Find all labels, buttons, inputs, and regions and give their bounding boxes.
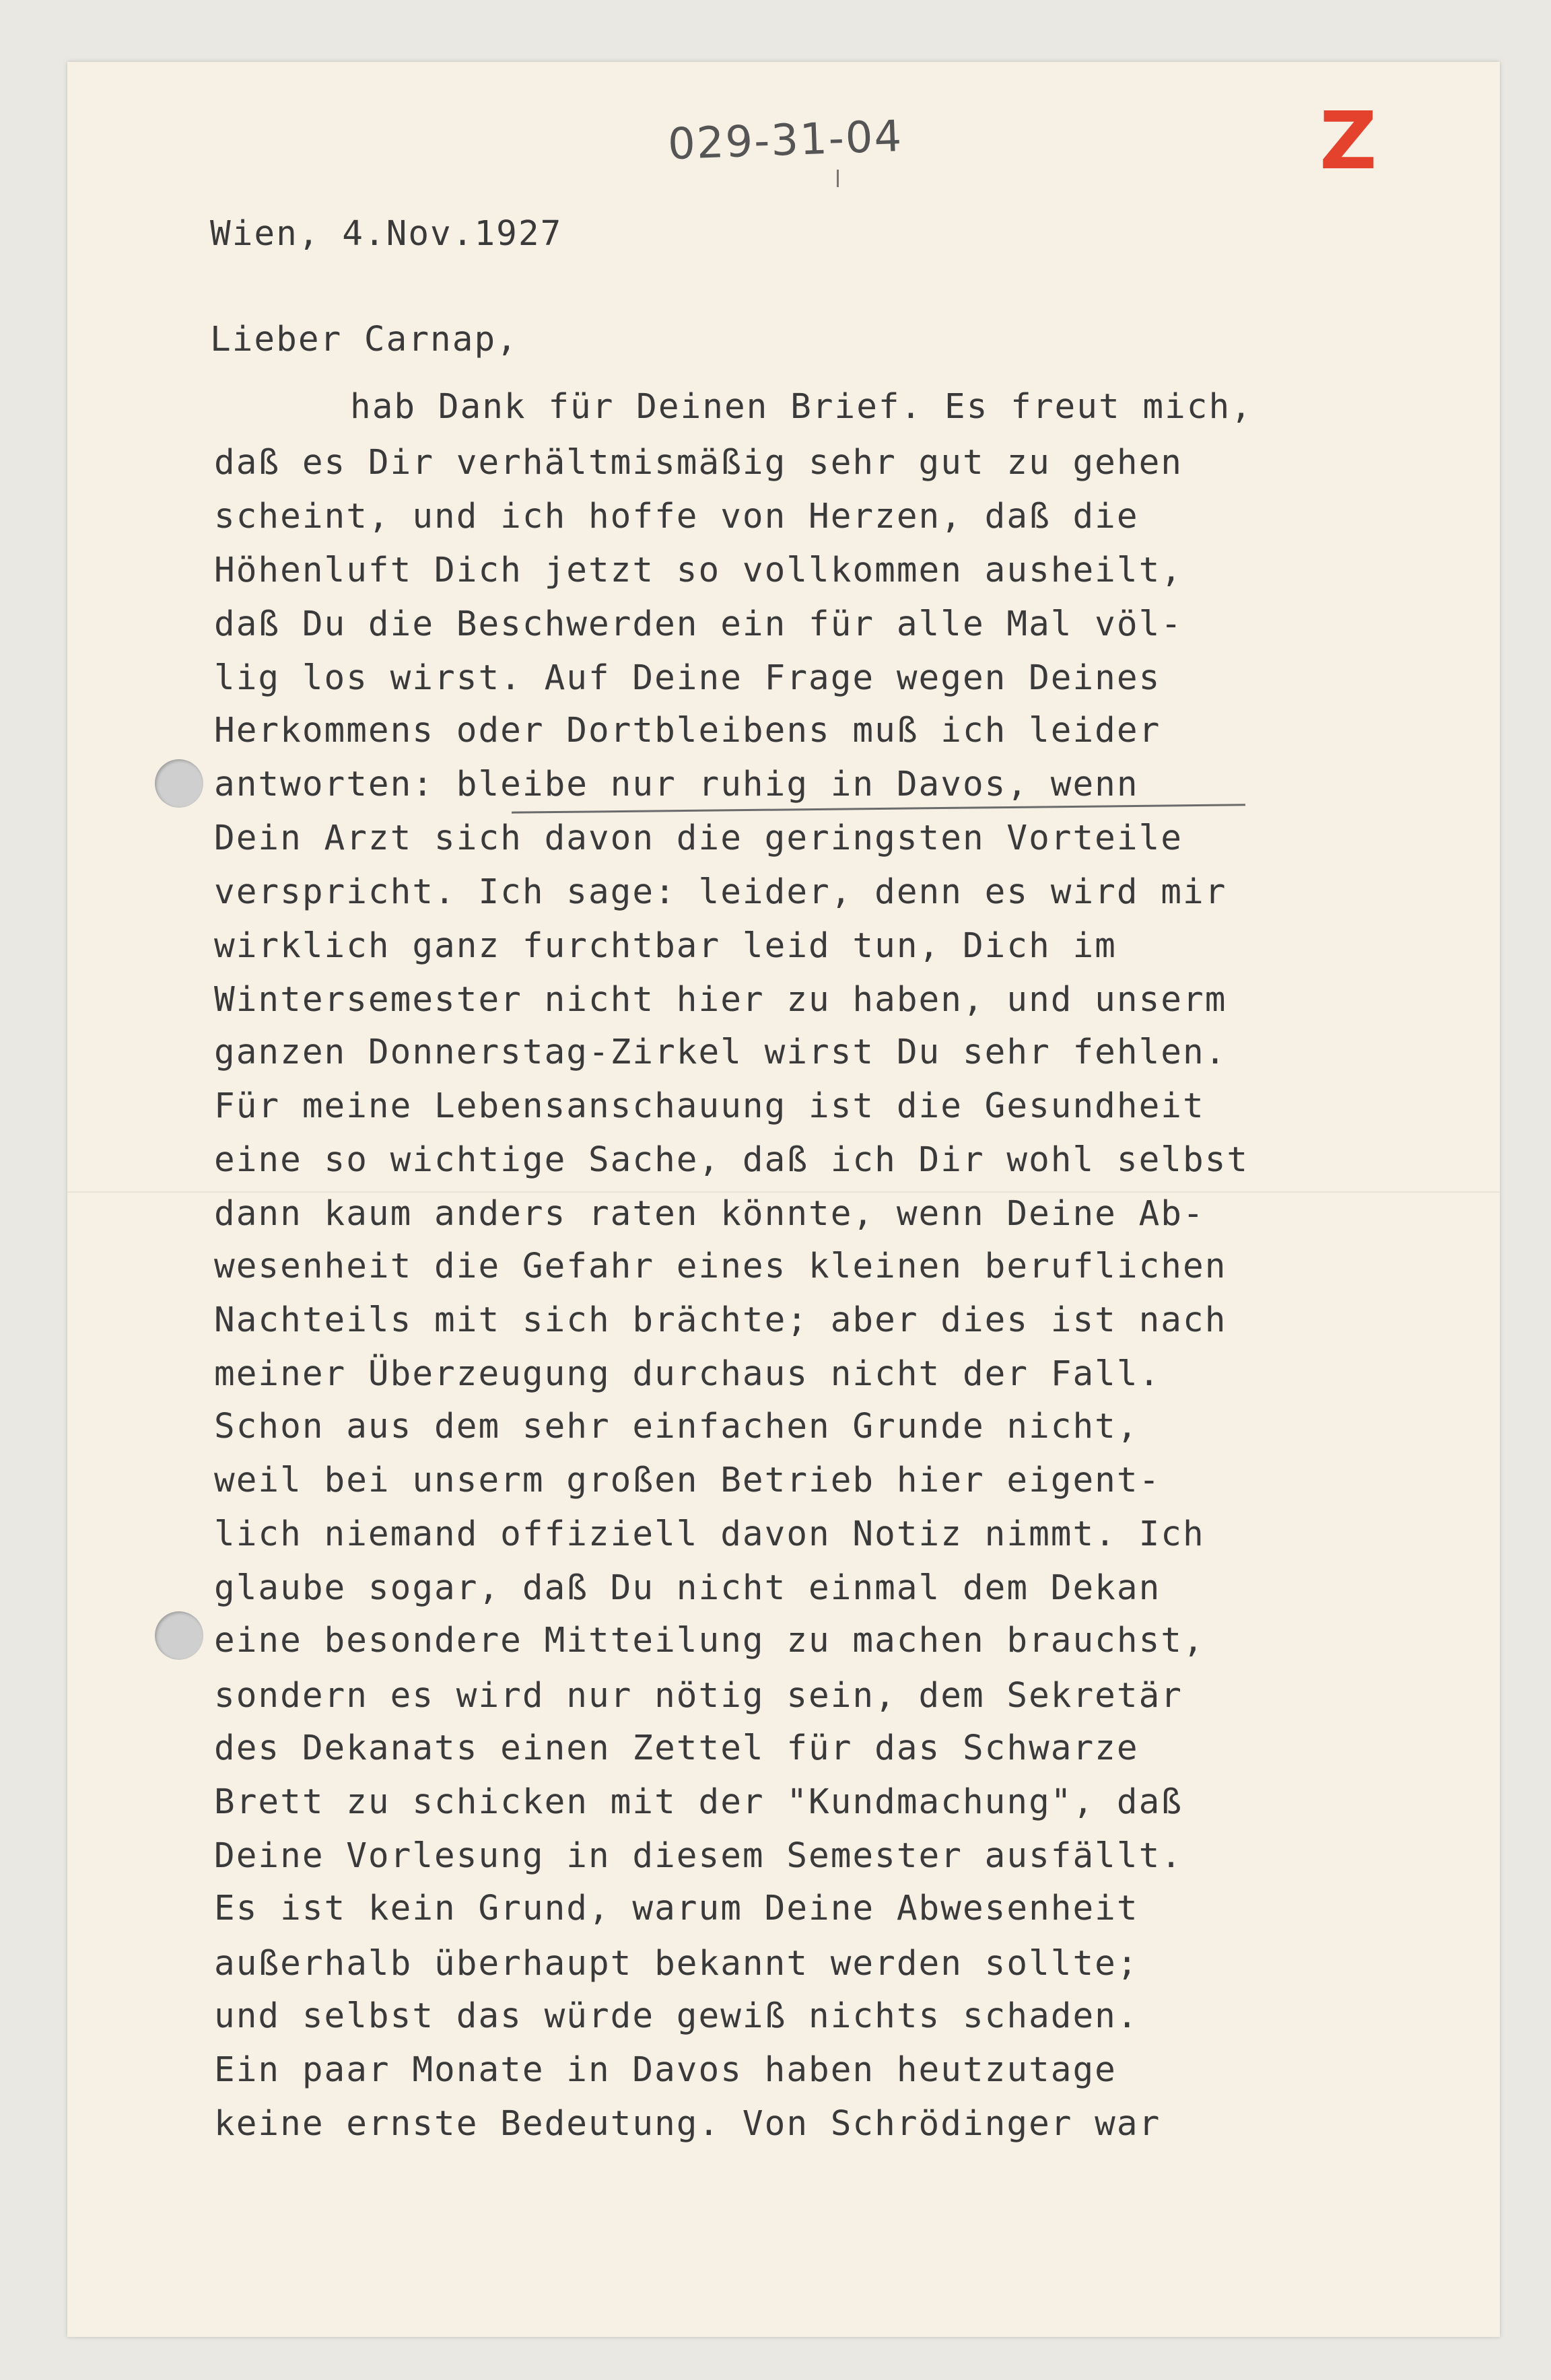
body-line: meiner Überzeugung durchaus nicht der Fall. <box>214 1354 1161 1394</box>
body-line: Herkommens oder Dortbleibens muß ich leider <box>214 711 1161 750</box>
body-line: verspricht. Ich sage: leider, denn es wird mir <box>214 872 1227 912</box>
body-line: außerhalb überhaupt bekannt werden sollte; <box>214 1944 1139 1984</box>
body-line: des Dekanats einen Zettel für das Schwarze <box>214 1728 1139 1768</box>
body-line: Dein Arzt sich davon die geringsten Vorteile <box>214 818 1183 858</box>
body-line: keine ernste Bedeutung. Von Schrödinger war <box>214 2104 1161 2144</box>
body-line: ganzen Donnerstag-Zirkel wirst Du sehr fehlen. <box>214 1032 1227 1072</box>
body-line: sondern es wird nur nötig sein, dem Sekretär <box>214 1676 1183 1716</box>
body-line: Deine Vorlesung in diesem Semester ausfällt. <box>214 1836 1183 1876</box>
body-line: hab Dank für Deinen Brief. Es freut mich, <box>350 387 1253 427</box>
body-line: daß Du die Beschwerden ein für alle Mal völ- <box>214 604 1183 644</box>
body-line: Es ist kein Grund, warum Deine Abwesenheit <box>214 1889 1139 1928</box>
body-line: wirklich ganz furchtbar leid tun, Dich im <box>214 926 1117 966</box>
body-line: antworten: bleibe nur ruhig in Davos, wenn <box>214 765 1139 804</box>
body-line: lig los wirst. Auf Deine Frage wegen Deines <box>214 658 1161 698</box>
body-line: wesenheit die Gefahr eines kleinen beruflichen <box>214 1247 1227 1286</box>
paper-fold <box>67 1191 1500 1193</box>
body-line: scheint, und ich hoffe von Herzen, daß die <box>214 497 1139 536</box>
letter-date: Wien, 4.Nov.1927 <box>210 214 563 254</box>
body-line: eine besondere Mitteilung zu machen brauchst, <box>214 1621 1205 1660</box>
body-line: eine so wichtige Sache, daß ich Dir wohl selbst <box>214 1140 1249 1180</box>
body-line: Nachteils mit sich brächte; aber dies ist nach <box>214 1300 1227 1340</box>
body-line: glaube sogar, daß Du nicht einmal dem Dekan <box>214 1568 1161 1608</box>
body-line: Wintersemester nicht hier zu haben, und unserm <box>214 980 1227 1020</box>
body-line: weil bei unserm großen Betrieb hier eigent- <box>214 1461 1161 1500</box>
punch-hole <box>155 1611 203 1660</box>
archive-number: 029-31-04 <box>666 111 904 170</box>
body-line: daß es Dir verhältmismäßig sehr gut zu gehen <box>214 443 1183 483</box>
pencil-tick <box>837 170 839 187</box>
body-line: Schon aus dem sehr einfachen Grunde nicht, <box>214 1407 1139 1446</box>
salutation: Lieber Carnap, <box>210 320 518 359</box>
body-line: Ein paar Monate in Davos haben heutzutage <box>214 2050 1117 2090</box>
body-line: Für meine Lebensanschauung ist die Gesundheit <box>214 1086 1205 1126</box>
punch-hole <box>155 759 203 808</box>
body-line: lich niemand offiziell davon Notiz nimmt. Ich <box>214 1514 1205 1554</box>
body-line: Brett zu schicken mit der "Kundmachung", daß <box>214 1782 1183 1822</box>
body-line: dann kaum anders raten könnte, wenn Deine Ab- <box>214 1194 1205 1234</box>
body-line: und selbst das würde gewiß nichts schaden. <box>214 1996 1139 2036</box>
body-line: Höhenluft Dich jetzt so vollkommen ausheilt, <box>214 551 1183 590</box>
red-z-mark: Z <box>1319 94 1377 187</box>
